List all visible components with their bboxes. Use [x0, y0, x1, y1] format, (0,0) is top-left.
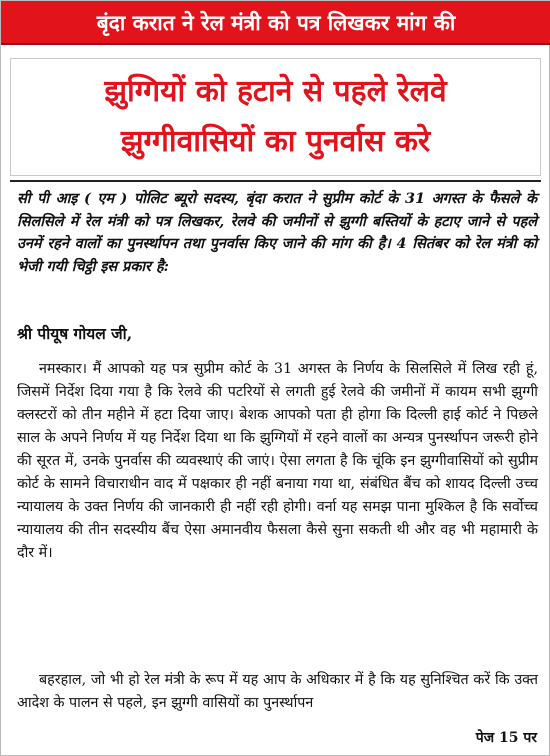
banner-title: बृंदा करात ने रेल मंत्री को पत्र लिखकर मांग की	[96, 10, 456, 35]
letter-paragraph-1: नमस्कार। मैं आपको यह पत्र सुप्रीम कोर्ट के 31 अगस्त के निर्णय के सिलसिले में लिख रही हूं, जिसमें निर्देश दिया गया है कि रेलवे की पटरियों से लगती हुई रेलवे की जमीनों में कायम सभी झुग्गी क्लस्टरों को तीन महीने में हटा दिया जाए। बेशक आपको पता ही होगा कि दिल्ली हाई कोर्ट ने पिछले साल के अपने निर्णय में यह निर्देश दिया था कि झुग्गियों में रहने वालों का अन्यत्र पुनर्स्थापन जरूरी होने की सूरत में, उनके पुनर्वास की व्यवस्थाएं की जाएं। ऐसा लगता है कि चूंकि इन झुग्गीवासियों को सुप्रीम कोर्ट के सामने विचाराधीन वाद में पक्षकार ही नहीं बनाया गया था, संबंधित बैंच को शायद दिल्ली उच्च न्यायालय के उक्त निर्णय की जानकारी ही नहीं रही होगी। वर्ना यह समझ पाना मुश्किल है कि सर्वोच्च न्यायालय की तीन सदस्यीय बैंच ऐसा अमानवीय फैसला कैसे सुना सकती थी और वह भी महामारी के दौर में।	[17, 361, 538, 561]
divider-top	[10, 180, 541, 182]
article-intro: सी पी आइ ( एम ) पोलिट ब्यूरो सदस्य, बृंदा करात ने सुप्रीम कोर्ट के 31 अगस्त के फैसले के सिलसिले में रेल मंत्री को पत्र लिखकर, रेलवे की जमीनों से झुग्गी बस्तियों के हटाए जाने से पहले उनमें रहने वालों का पुनर्स्थापन तथा पुनर्वास किए जाने की मांग की है। 4 सितंबर को रेल मंत्री को भेजी गयी चिट्ठी इस प्रकार है:	[17, 190, 538, 275]
letter-salutation: श्री पीयूष गोयल जी,	[17, 324, 133, 343]
headline	[11, 59, 540, 167]
letter-paragraph-2: बहरहाल, जो भी हो रेल मंत्री के रूप में यह आप के अधिकार में है कि यह सुनिश्चित करें कि उक्त आदेश के पालन से पहले, इन झुग्गी वासियों का पुनर्स्थापन	[17, 672, 538, 711]
top-banner	[1, 1, 550, 45]
headline-line-2: झुग्गीवासियों का पुनर्वास करे	[120, 124, 431, 159]
continued-on-page: पेज 15 पर	[475, 730, 537, 746]
headline-box	[10, 58, 541, 176]
headline-line-1: झुग्गियों को हटाने से पहले रेलवे	[104, 74, 447, 109]
